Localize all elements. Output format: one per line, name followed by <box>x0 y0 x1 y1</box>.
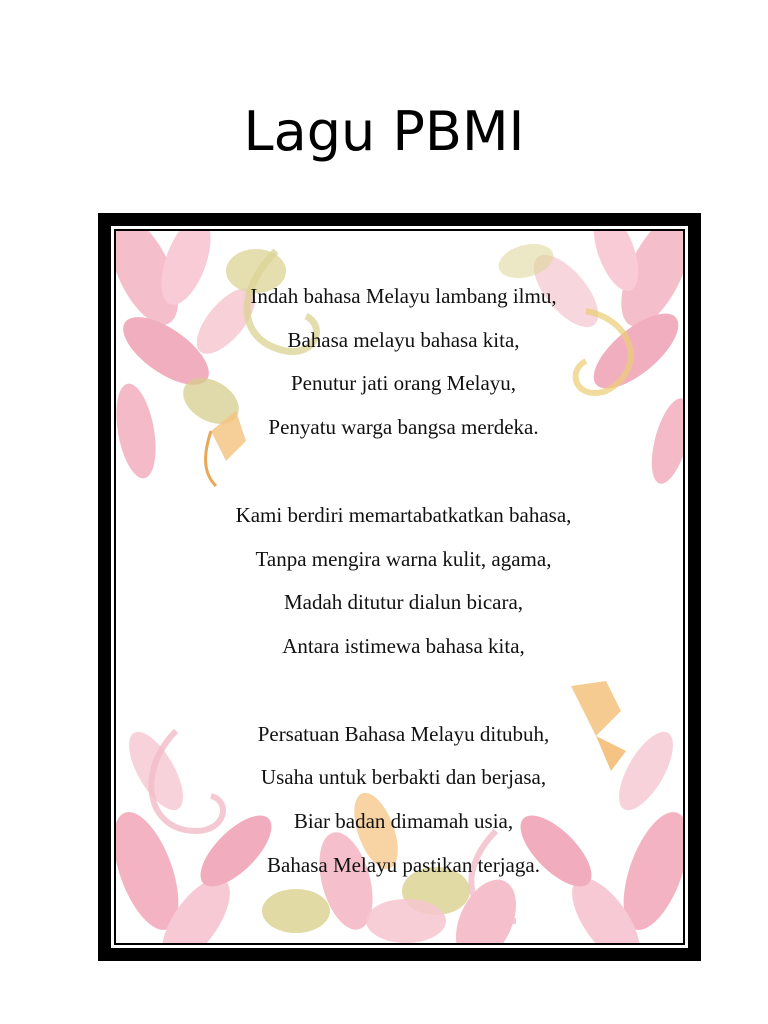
poem-line: Madah ditutur dialun bicara, <box>283 590 524 615</box>
poem-line: Kami berdiri memartabatkatkan bahasa, <box>235 502 572 527</box>
poem-line: Antara istimewa bahasa kita, <box>282 633 525 658</box>
poem-line: Indah bahasa Melayu lambang ilmu, <box>250 284 557 308</box>
page-title: Lagu PBMI <box>243 100 525 163</box>
poem-line: Penyatu warga bangsa merdeka. <box>268 415 539 440</box>
poem-line: Biar badan dimamah usia, <box>293 809 514 834</box>
poem-stanza <box>116 275 691 450</box>
poem-line: Bahasa melayu bahasa kita, <box>287 327 520 352</box>
poem-line: Tanpa mengira warna kulit, agama, <box>255 546 552 571</box>
poem-line: Penutur jati orang Melayu, <box>290 371 517 396</box>
poem-line: Usaha untuk berbakti dan berjasa, <box>260 765 547 790</box>
poem-stanza <box>116 713 691 888</box>
poem-body <box>116 275 691 931</box>
poem-line: Bahasa Melayu pastikan terjaga. <box>267 852 540 877</box>
poem-stanza <box>116 494 691 669</box>
poem-line: Persatuan Bahasa Melayu ditubuh, <box>257 721 550 746</box>
